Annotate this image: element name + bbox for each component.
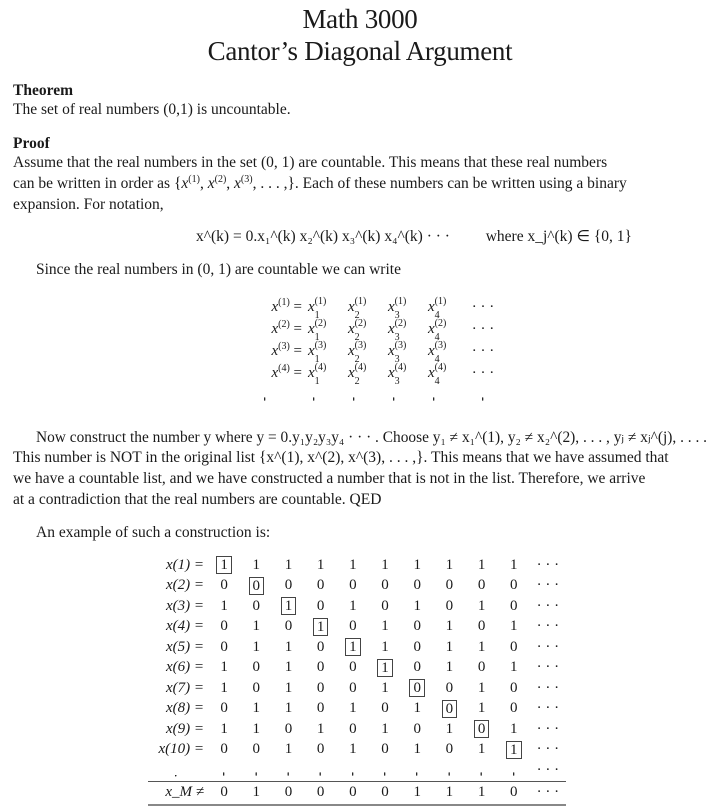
symbolic-row: [236, 362, 498, 384]
hdots: · · ·: [536, 638, 560, 655]
bit: 0: [413, 638, 421, 655]
result-bit: 0: [369, 781, 401, 805]
bit: 1: [220, 679, 228, 696]
bit: 1: [445, 556, 454, 573]
symbolic-entry: x (3) 3: [388, 340, 407, 366]
bit: 0: [477, 577, 486, 594]
proof-p3-line3: [13, 470, 645, 488]
proof-p3-line2: [13, 449, 669, 467]
vdots: ···: [410, 770, 425, 774]
hdots: · · ·: [536, 720, 560, 737]
course-title: Math 3000: [302, 4, 418, 34]
bit: 1: [284, 679, 293, 696]
hdots: · · ·: [536, 700, 560, 717]
bit: 1: [477, 638, 486, 655]
bit: 0: [316, 638, 325, 655]
bit: 1: [349, 700, 357, 717]
bit: 1: [477, 556, 486, 573]
theorem-heading: Theorem: [13, 82, 73, 99]
example-row-label: x(4) =: [165, 618, 204, 635]
vdots: ···: [307, 395, 321, 399]
bit: 1: [413, 700, 421, 717]
bit: 1: [220, 597, 228, 614]
symbolic-matrix: [236, 296, 498, 406]
bit: 0: [316, 700, 325, 717]
symbolic-entry: x (2) 3: [388, 318, 407, 344]
bit: 0: [316, 577, 325, 594]
result-bit: 1: [401, 781, 433, 805]
symbolic-entry: x (2) 4: [428, 318, 447, 344]
bit: 0: [510, 597, 518, 614]
bit: 1: [381, 556, 389, 573]
bit: 0: [220, 741, 228, 758]
result-bit: 1: [466, 781, 498, 805]
bit: 1: [445, 720, 454, 737]
example-row: [148, 719, 566, 740]
bit: 0: [413, 720, 421, 737]
symbolic-row-label: $x^{(3)}$ =: [271, 340, 302, 359]
bit: 0: [284, 618, 293, 635]
example-row-label: x(9) =: [165, 720, 204, 737]
result-label: x_M ≠: [148, 781, 208, 805]
bit: 1: [349, 556, 357, 573]
example-row: [148, 658, 566, 679]
diagonal-bit: 0: [433, 699, 465, 720]
bit: 1: [510, 720, 518, 737]
diagonal-bit: 1: [498, 740, 530, 761]
hdots: · · ·: [536, 741, 560, 758]
bit: 0: [349, 577, 357, 594]
bit: 1: [252, 618, 261, 635]
hdots: · · ·: [536, 659, 560, 676]
result-bit: 1: [240, 781, 272, 805]
bit: 1: [445, 618, 454, 635]
bit: 1: [413, 597, 421, 614]
example-row-label: x(10) =: [158, 741, 204, 758]
bit: 1: [413, 556, 421, 573]
bit: 1: [381, 618, 389, 635]
vdots: [148, 760, 208, 781]
symbolic-entry: x (4) 3: [388, 362, 407, 388]
result-bit: 0: [498, 781, 530, 805]
bit: 0: [316, 679, 325, 696]
example-row: [148, 576, 566, 597]
bit: 0: [413, 618, 421, 635]
symbolic-entry: x (4) 2: [348, 362, 367, 388]
symbolic-row-label: $x^{(1)}$ =: [271, 296, 302, 315]
symbolic-row: [236, 296, 498, 318]
bit: 1: [349, 741, 357, 758]
hdots: · · ·: [536, 597, 560, 614]
proof-p2: Since the real numbers in (0, 1) are countable we can write: [36, 261, 401, 278]
bit: 1: [220, 720, 228, 737]
bit: 0: [381, 700, 389, 717]
symbolic-entry: x (3) 2: [348, 340, 367, 366]
bit: 0: [349, 679, 357, 696]
proof-p1-line2-a: can be written in order as {: [13, 175, 182, 192]
vdots: ···: [347, 395, 361, 399]
vdots: ···: [249, 770, 264, 774]
symbolic-entry: x (2) 1: [308, 318, 327, 344]
proof-p1-line3: expansion. For notation,: [13, 196, 164, 213]
symbolic-entry: x (3) 1: [308, 340, 327, 366]
bit: 0: [349, 618, 357, 635]
vdots: ···: [427, 395, 441, 399]
symbolic-row: [236, 318, 498, 340]
proof-p3-line3-text: we have a countable list, and we have constructed a number that is not in the list. Therefore, we arrive: [13, 470, 646, 487]
bit: 1: [252, 638, 261, 655]
symbolic-row: [236, 340, 498, 362]
bit: 1: [510, 618, 518, 635]
bit: 0: [413, 577, 421, 594]
bit: 0: [381, 741, 389, 758]
vdots: ···: [217, 770, 232, 774]
bit: 1: [220, 659, 228, 676]
bit: 1: [284, 741, 293, 758]
bit: 1: [477, 700, 486, 717]
hdots: · · ·: [471, 364, 495, 381]
bit: 1: [316, 720, 325, 737]
bit: 0: [316, 659, 325, 676]
example-row-label: x(7) =: [165, 679, 204, 696]
bit: 0: [284, 720, 293, 737]
bit: 1: [381, 638, 389, 655]
example-row: [148, 699, 566, 720]
bit: 0: [252, 741, 261, 758]
bit: 1: [477, 679, 486, 696]
result-bit: 0: [337, 781, 369, 805]
proof-p1-line1: [13, 154, 607, 172]
example-vdots-row: [148, 760, 566, 781]
diagonal-bit: 1: [272, 596, 304, 617]
vdots: ···: [313, 770, 328, 774]
bit: 0: [252, 597, 261, 614]
example-row-label: x(6) =: [165, 659, 204, 676]
notation-where: where x_j^(k) ∈ {0, 1}: [485, 228, 632, 245]
proof-p3-line1-text: Now construct the number y where y = 0.y₁y₂y₃y₄ · · · . Choose y₁ ≠ x₁^(1), y₂ ≠ x₂^(2), . . . , yⱼ ≠ xⱼ^(j), . . . .: [36, 429, 707, 446]
theorem-statement: The set of real numbers (0,1) is uncountable.: [13, 101, 291, 118]
example-row: [148, 555, 566, 576]
example-row: [148, 617, 566, 638]
hdots: · · ·: [471, 342, 495, 359]
hdots: · · ·: [471, 298, 495, 315]
bit: 1: [477, 741, 486, 758]
diagonal-bit: 0: [240, 576, 272, 597]
symbolic-entry: x (1) 2: [348, 296, 367, 322]
example-row-label: x(1) =: [165, 556, 204, 573]
symbolic-row-label: $x^{(4)}$ =: [271, 362, 302, 381]
bit: 1: [252, 720, 261, 737]
bit: 0: [381, 597, 389, 614]
bit: 1: [252, 700, 261, 717]
vdots: ···: [378, 770, 393, 774]
hdots: · · ·: [536, 556, 560, 573]
example-row: [148, 596, 566, 617]
result-bit: 0: [305, 781, 337, 805]
notation-line: [196, 227, 632, 246]
example-row-label: x(3) =: [165, 597, 204, 614]
symbolic-entry: x (1) 3: [388, 296, 407, 322]
bit: 1: [381, 720, 389, 737]
result-bit: 0: [272, 781, 304, 805]
bit: 1: [284, 556, 293, 573]
bit: 1: [477, 597, 486, 614]
bit: 1: [381, 679, 389, 696]
bit: 0: [349, 659, 357, 676]
bit: 0: [413, 659, 421, 676]
bit: 1: [510, 556, 518, 573]
bit: 1: [284, 659, 293, 676]
bit: 1: [445, 638, 454, 655]
symbolic-row-label: $x^{(2)}$ =: [271, 318, 302, 337]
proof-p3-line2-text: This number is NOT in the original list {x^(1), x^(2), x^(3), . . . ,}. This means that we have assumed that: [13, 449, 669, 466]
vdots: ···: [506, 770, 521, 774]
example-row-label: x(8) =: [165, 700, 204, 717]
example-table: [148, 555, 566, 806]
symbolic-vdots-row: [236, 384, 498, 406]
proof-p3-line1: [36, 428, 712, 447]
example-row-label: x(2) =: [165, 577, 204, 594]
proof-p3-line4: at a contradiction that the real numbers are countable. QED: [13, 491, 382, 508]
bit: 0: [477, 618, 486, 635]
bit: 1: [284, 700, 293, 717]
bit: 0: [445, 597, 454, 614]
bit: 1: [445, 659, 454, 676]
vdots: ···: [476, 395, 490, 399]
symbolic-entry: x (1) 1: [308, 296, 327, 322]
bit: 0: [510, 638, 518, 655]
vdots: ···: [258, 395, 272, 399]
example-row: [148, 740, 566, 761]
page-title: Cantor’s Diagonal Argument: [207, 36, 513, 66]
example-row: [148, 637, 566, 658]
symbolic-entry: x (2) 2: [348, 318, 367, 344]
hdots: · · ·: [536, 761, 560, 778]
symbolic-entry: x (4) 1: [308, 362, 327, 388]
bit: 0: [510, 700, 518, 717]
bit: 0: [220, 577, 228, 594]
example-row-label: x(5) =: [165, 638, 204, 655]
vdots: ···: [281, 770, 296, 774]
vdots: ···: [474, 770, 489, 774]
bit: 0: [445, 679, 454, 696]
diagonal-bit: 0: [466, 719, 498, 740]
bit: 1: [349, 597, 357, 614]
hdots: · · ·: [536, 618, 560, 635]
bit: 0: [252, 659, 261, 676]
vdots: ···: [387, 395, 401, 399]
symbolic-entry: x (4) 4: [428, 362, 447, 388]
notation-formula: x^(k) = 0.x₁^(k) x₂^(k) x₃^(k) x₄^(k) · · ·: [196, 228, 450, 245]
diagonal-bit: 0: [401, 678, 433, 699]
diagonal-bit: 1: [337, 637, 369, 658]
hdots: · · ·: [530, 781, 566, 805]
bit: 0: [445, 577, 454, 594]
example-row: [148, 678, 566, 699]
bit: 0: [220, 700, 228, 717]
bit: 1: [316, 556, 325, 573]
diagonal-bit: 1: [208, 555, 240, 576]
result-bit: 0: [208, 781, 240, 805]
vdots: ···: [442, 770, 457, 774]
hdots: · · ·: [536, 577, 560, 594]
bit: 0: [510, 577, 518, 594]
hdots: · · ·: [471, 320, 495, 337]
result-bit: 1: [433, 781, 465, 805]
bit: 0: [381, 577, 389, 594]
bit: 1: [510, 659, 518, 676]
bit: 1: [413, 741, 421, 758]
bit: 1: [252, 556, 261, 573]
proof-p4: An example of such a construction is:: [36, 524, 271, 541]
bit: 1: [284, 638, 293, 655]
bit: 0: [316, 597, 325, 614]
proof-p1-line2-b: , . . . ,}. Each of these numbers can be written using a binary: [252, 175, 627, 192]
bit: 0: [316, 741, 325, 758]
bit: 0: [252, 679, 261, 696]
bit: 0: [349, 720, 357, 737]
result-row: [148, 781, 566, 805]
bit: 0: [220, 638, 228, 655]
bit: 0: [445, 741, 454, 758]
proof-p1-line1-text: Assume that the real numbers in the set (0, 1) are countable. This means that these real numbers: [13, 154, 608, 171]
symbolic-entry: x (1) 4: [428, 296, 447, 322]
vdots: ···: [345, 770, 360, 774]
bit: 0: [220, 618, 228, 635]
bit: 0: [284, 577, 293, 594]
proof-p1-line2: can be written in order as {$x^{(1)}$, $x^{(2)}$, $x^{(3)}$, . . . ,}. Each of these numbers can be written using a binary: [13, 173, 627, 192]
symbolic-entry: x (3) 4: [428, 340, 447, 366]
diagonal-bit: 1: [369, 658, 401, 679]
bit: 0: [477, 659, 486, 676]
proof-heading: Proof: [13, 135, 50, 152]
diagonal-bit: 1: [305, 617, 337, 638]
bit: 0: [510, 679, 518, 696]
hdots: · · ·: [536, 679, 560, 696]
